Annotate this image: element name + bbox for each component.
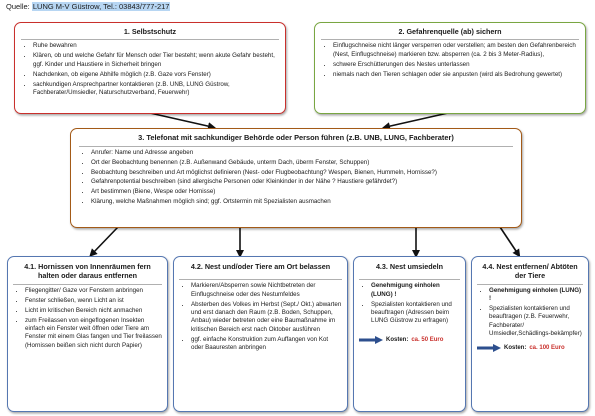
cost-label: Kosten:: [504, 345, 527, 352]
list-item: • Fliegengitter/ Gaze vor Fenstern anbringen: [25, 287, 162, 295]
box-nest-belassen: [173, 256, 348, 412]
list-item: • ggf. einfache Konstruktion zum Auffangen von Kot oder Baauresten anbringen: [191, 336, 342, 353]
box-hornissen-fernhalten-title: 4.1. Hornissen von Innenräumen fern halten oder daraus entfernen: [24, 262, 151, 281]
box-gefahrenquelle-list: [321, 42, 579, 79]
box-selbstschutz: [14, 22, 286, 114]
box-nest-umsiedeln-title: 4.3. Nest umsiedeln: [375, 262, 444, 271]
list-item: • Einflugschneise nicht länger versperren oder verstellen; am besten den Gefahrenbereich (Nest, Einflugschneise) markieren bzw. absperren (ca. 2 bis 3 Meter-Radius),: [333, 42, 579, 59]
list-item: • niemals nach den Tieren schlagen oder sie anpusten (wird als Bedrohung gewertet): [333, 71, 579, 79]
list-item: • Licht im kritischen Bereich nicht anmachen: [25, 307, 162, 315]
arrow-right-icon: [359, 336, 383, 344]
box-gefahrenquelle: [314, 22, 586, 114]
box-nest-entfernen: [471, 256, 589, 412]
list-item: • Ort der Beobachtung benennen (z.B. Außenwand Gebäude, unterm Dach, überm Fenster, Schuppen): [91, 159, 513, 167]
box-nest-umsiedeln: [353, 256, 466, 412]
arrow-box3-to-box44: [500, 227, 518, 254]
box-telefonat: [70, 128, 522, 228]
box-telefonat-title: 3. Telefonat mit sachkundiger Behörde oder Person führen (z.B. UNB, LUNG, Fachberater): [138, 133, 454, 142]
cost-row: [477, 344, 583, 352]
list-item: • Fenster schließen, wenn Licht an ist: [25, 297, 162, 305]
box-selbstschutz-list: [21, 42, 279, 97]
box-hornissen-fernhalten-list: [13, 287, 162, 350]
list-item: • Art bestimmen (Biene, Wespe oder Hornisse): [91, 188, 513, 196]
arrow-box3-to-box41: [92, 227, 118, 254]
arrow-box1-to-box3: [150, 113, 212, 127]
box-nest-umsiedeln-list: [359, 282, 460, 325]
cost-row: [359, 336, 460, 344]
box-nest-entfernen-title: 4.4. Nest entfernen/ Abtöten der Tiere: [482, 262, 578, 281]
list-item: • zum Freilassen von eingeflogenen Insekten einfach ein Fenster weit öffnen oder Tiere am Fenster mit einem Glas fangen und Tier freilassen (Hornissen beißen sich nicht durch Papier): [25, 317, 162, 350]
box-nest-belassen-list: [179, 282, 342, 352]
box-nest-entfernen-list: [477, 287, 583, 339]
box-gefahrenquelle-title: 2. Gefahrenquelle (ab) sichern: [398, 27, 502, 36]
cost-value: ca. 100 Euro: [529, 345, 565, 352]
source-text: LUNG M-V Güstrow, Tel.: 03843/777-217: [32, 2, 170, 11]
source-prefix: Quelle:: [6, 2, 30, 11]
list-item: • Genehmigung einholen (LUNG) !: [489, 287, 583, 304]
list-item: • Klären, ob und welche Gefahr für Mensch oder Tier besteht; wenn akute Gefahr besteht, ggf. Kinder und Haustiere in Sicherheit bringen: [33, 52, 279, 69]
list-item: • Markieren/Absperren sowie Nichtbetreten der Einflugschneise oder des Nestumfeldes: [191, 282, 342, 299]
list-item: • Anrufer: Name und Adresse angeben: [91, 149, 513, 157]
list-item: • Spezialisten kontaktieren und beauftragen (z.B. Feuerwehr, Fachberater/ Umsiedler,Schädlings-bekämpfer): [489, 305, 583, 338]
list-item: • Genehmigung einholen (LUNG) !: [371, 282, 460, 299]
list-item: • sachkundigen Ansprechpartner kontaktieren (z.B. UNB, LUNG Güstrow, Fachberater/Umsiedler, Naturschutzverband, Feuerwehr): [33, 81, 279, 98]
box-selbstschutz-title: 1. Selbstschutz: [123, 27, 177, 36]
box-nest-belassen-title: 4.2. Nest und/oder Tiere am Ort belassen: [190, 262, 331, 271]
arrow-right-icon: [477, 344, 501, 352]
box-telefonat-list: [79, 149, 513, 207]
list-item: • Beobachtung beschreiben und Art möglichst definieren (Nest- oder Flugbeobachtung? Wespen, Bienen, Hummeln, Hornisse?): [91, 169, 513, 177]
cost-label: Kosten:: [386, 336, 409, 343]
box-hornissen-fernhalten: [7, 256, 168, 412]
cost-value: ca. 50 Euro: [411, 336, 444, 343]
list-item: • Gefahrenpotential beschreiben (sind allergische Personen oder Kleinkinder in der Nähe ? Haustiere gefährdet?): [91, 178, 513, 186]
list-item: • Spezialisten kontaktieren und beauftragen (Adressen beim LUNG Güstrow zu erfragen): [371, 301, 460, 326]
list-item: • Absterben des Volkes im Herbst (Sept./ Okt.) abwarten und erst danach den Raum (z.B. Boden, Schuppen, Anbau) wieder betreten oder eine Baumaßnahme im kritischen Bereich erst nach Oktober ausführen: [191, 301, 342, 334]
list-item: • Klärung, welche Maßnahmen möglich sind; ggf. Ortstermin mit Spezialisten ausmachen: [91, 198, 513, 206]
arrow-box2-to-box3: [386, 113, 448, 127]
list-item: • schwere Erschütterungen des Nestes unterlassen: [333, 61, 579, 69]
list-item: • Ruhe bewahren: [33, 42, 279, 50]
list-item: • Nachdenken, ob eigene Abhilfe möglich (z.B. Gaze vors Fenster): [33, 71, 279, 79]
